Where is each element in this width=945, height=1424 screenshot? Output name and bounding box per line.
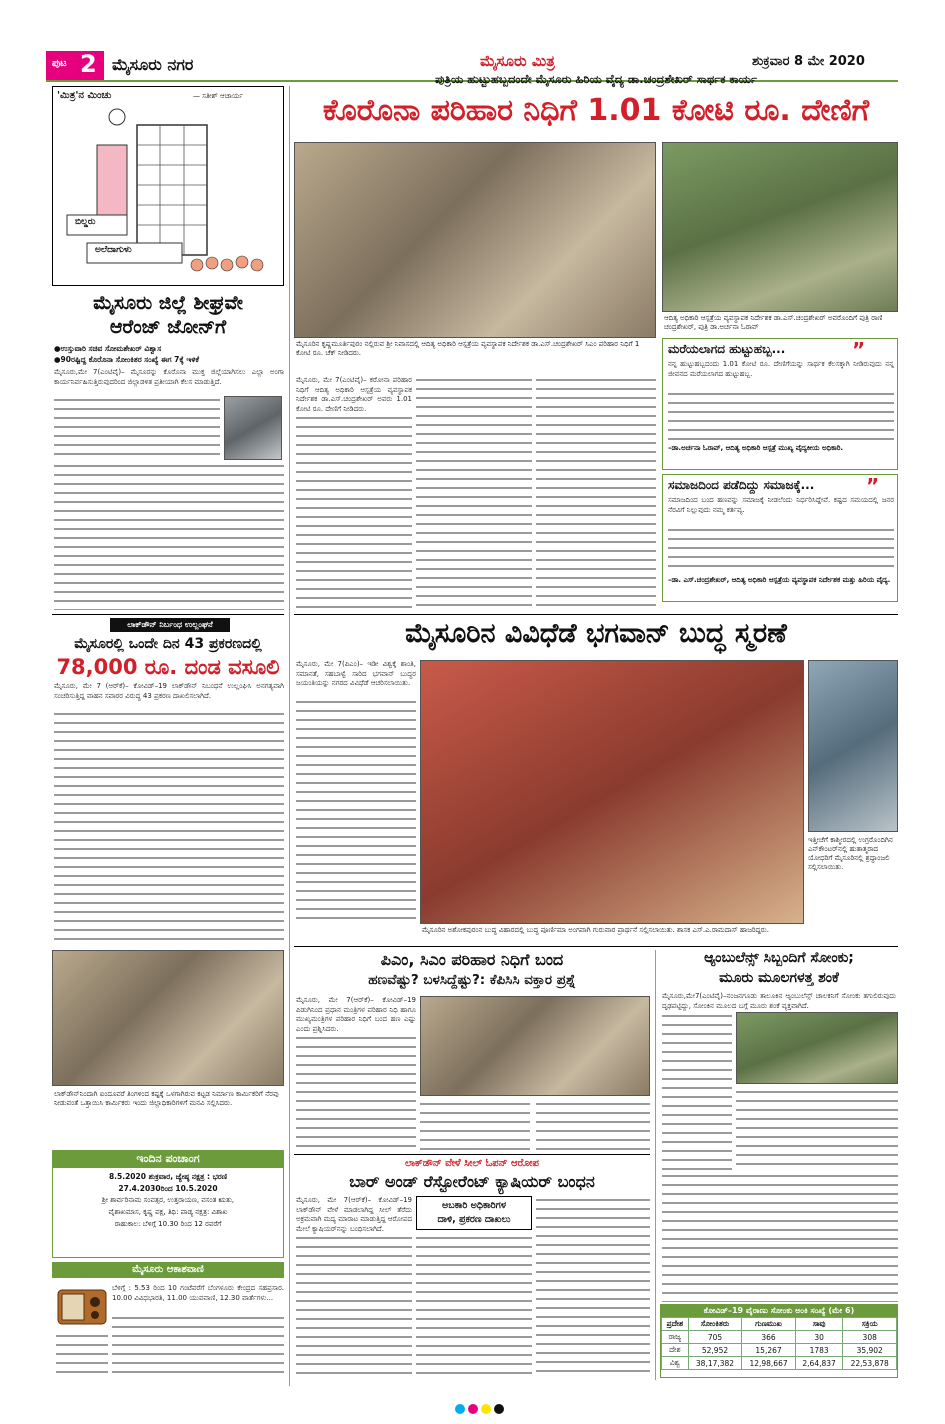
covid-cell: 705 — [688, 1331, 742, 1344]
buddha-photo-caption: ಮೈಸೂರಿನ ಅಶೋಕಪುರಂನ ಬುದ್ಧ ವಿಹಾರದಲ್ಲಿ ಬುದ್ಧ ಪೂರ್ಣಿಮಾ ಅಂಗವಾಗಿ ಗುರುವಾರ ಪ್ರಾರ್ಥನೆ ಸಲ್ಲಿಸಲಾಯಿತು. ಶಾಸಕ ಎಸ್.ಎ.ರಾಮದಾಸ್ ಹಾಜರಿದ್ದರು. — [422, 926, 769, 934]
buddha-side-caption: ಇತ್ತೀಚೆಗೆ ಕಾಶ್ಮೀರದಲ್ಲಿ ಉಗ್ರರೊಂದಿಗಿನ ಎನ್‌ಕೌಂಟರ್‌ನಲ್ಲಿ ಹುತಾತ್ಮರಾದ ಯೋಧರಿಗೆ ಮೈಸೂರಿನಲ್ಲಿ ಶ್ರದ್ಧಾಂಜಲಿ ಸಲ್ಲಿಸಲಾಯಿತು. — [808, 836, 893, 871]
covid-cell: ರಾಜ್ಯ — [662, 1331, 689, 1344]
main-photo-2 — [662, 142, 898, 312]
story1-bullet-1: ●ಉಸ್ತುವಾರಿ ಸಚಿವ ಸೋಮಶೇಖರ್ ವಿಶ್ವಾಸ — [54, 344, 162, 353]
pm-fund-body-col-1 — [296, 1034, 416, 1150]
registration-mark-yellow — [481, 1404, 491, 1414]
main-body-col-1 — [296, 414, 412, 612]
story1-lead: ಮೈಸೂರು,ಮೇ 7(ಎಂಟಿವೈ)– ಮೈಸೂರನ್ನು ಕೊರೊನಾ ಮುಕ್ತ ಜಿಲ್ಲೆಯಾಗಿಸಲು ಎಲ್ಲಾ ಅಂಗಾ ಕಾರ್ಯನಿರ್ವಹಿಸುತ್ತಿರುವುದರಿಂದ ಜಿಲ್ಲಾಡಳಿತ ಪ್ರತೀಯಾಗಿ ಕೆಲಸ ಮಾಡುತ್ತಿದೆ. — [54, 368, 284, 386]
covid-cell: 366 — [742, 1331, 796, 1344]
radio-title: ಮೈಸೂರು ಆಕಾಶವಾಣಿ — [132, 1264, 204, 1275]
cartoon-label-1: ಬಿಲ್ಡರು — [75, 217, 96, 227]
bar-body-col-3 — [536, 1196, 650, 1378]
table-row — [662, 1357, 897, 1370]
ambulance-headline-2: ಮೂರು ಮೂಲಗಳತ್ತ ಶಂಕೆ — [719, 970, 839, 986]
main-kicker: ಪುತ್ರಿಯ ಹುಟ್ಟುಹಬ್ಬದಂದೇ ಮೈಸೂರು ಹಿರಿಯ ವೈದ್ಯ ಡಾ.ಚಂದ್ರಶೇಖರ್ ಸಾರ್ಥಕ ಕಾರ್ಯ — [435, 72, 757, 86]
bar-body-col-2 — [416, 1234, 532, 1378]
ambulance-body-col-1 — [662, 1012, 732, 1172]
table-row — [662, 1331, 897, 1344]
main-lead: ಮೈಸೂರು, ಮೇ 7(ಎಂಟಿವೈ)– ಕರೋನಾ ಪರಿಹಾರ ನಿಧಿಗೆ ಆದಿತ್ಯ ಅಧಿಕಾರಿ ಆಸ್ಪತ್ರೆಯ ವ್ಯವಸ್ಥಾಪಕ ನಿರ್ದೇಶಕ ಡಾ.ಎಸ್.ಚಂದ್ರಶೇಖರ್ ಅವರು 1.01 ಕೋಟಿ ರೂ. ದೇಣಿಗೆ ನೀಡಿದರು. — [296, 376, 412, 413]
story1-headline-1: ಮೈಸೂರು ಜಿಲ್ಲೆ ಶೀಘ್ರವೇ — [93, 292, 243, 314]
ambulance-lead: ಮೈಸೂರು,ಮೇ7(ಎಂಟಿವೈ)–ನಂಜನಗೂಡು ತಾಲೂಕಿನ ಆ್ಯಂಬುಲೆನ್ಸ್ ಚಾಲಕನಿಗೆ ಸೋಂಕು ತಗುಲಿರುವುದು ದೃಢಪಟ್ಟಿದ್ದು, ಸೋಂಕಿನ ಮೂಲದ ಬಗ್ಗೆ ಮೂರು ಶಂಕೆ ವ್ಯಕ್ತವಾಗಿದೆ. — [662, 992, 896, 1010]
pm-fund-photo — [420, 996, 650, 1096]
protest-photo — [52, 950, 284, 1086]
main-photo-2-caption: ಆದಿತ್ಯ ಅಧಿಕಾರಿ ಆಸ್ಪತ್ರೆಯ ವ್ಯವಸ್ಥಾಪಕ ನಿರ್ದೇಶಕ ಡಾ.ಎಸ್.ಚಂದ್ರಶೇಖರ್ ಅವರೊಂದಿಗೆ ಪುತ್ರಿ ರಾಣಿ ಚಂದ್ರಶೇಖರ್, ಪುತ್ರಿ ಡಾ.ಅರ್ಚನಾ ಓರಾವ್ — [664, 314, 883, 331]
cartoon-label-2: ಅಲೆದಾಗುಳು — [95, 245, 132, 255]
covid-cell: 52,952 — [688, 1344, 742, 1357]
buddha-headline: ಮೈಸೂರಿನ ವಿವಿಧೆಡೆ ಭಗವಾನ್ ಬುದ್ಧ ಸ್ಮರಣೆ — [405, 618, 787, 649]
panchanga-line-4: ವೈಶಾಖಮಾಸ, ಕೃಷ್ಣ ಪಕ್ಷ, ತಿಥಿ: ಪಾಡ್ಯ ನಕ್ಷತ್ರ: ವಿಶಾಖ — [108, 1208, 228, 1216]
covid-table-title: ಕೋವಿಡ್–19 ವೈರಾಣು ಸೋಂಕು ಅಂಕಿ ಸಂಖ್ಯೆ (ಮೇ 6) — [661, 1305, 897, 1317]
covid-cell: 1783 — [795, 1344, 843, 1357]
service-box-text: ಸಮಾಜದಿಂದ ಬಂದ ಹಣವನ್ನು ಸಮಾಜಕ್ಕೆ ನೀಡಲೆಂದು ನಿರ್ಧರಿಸಿದ್ದೇವೆ. ಕಷ್ಟದ ಸಮಯದಲ್ಲಿ ಜನರ ನೆರವಿಗೆ ನಿಲ್ಲುವುದು ನಮ್ಮ ಕರ್ತವ್ಯ. — [668, 496, 894, 514]
buddha-lead: ಮೈಸೂರು, ಮೇ 7(ಪಿಎಂ)– ಇಡೀ ವಿಶ್ವಕ್ಕೆ ಶಾಂತಿ, ಸಮಾನತೆ, ಸಹಬಾಳ್ವೆ ಸಾರಿದ ಭಗವಾನ್ ಬುದ್ಧರ ಜಯಂತಿಯನ್ನು ನಗರದ ವಿವಿಧೆಡೆ ಆಚರಿಸಲಾಯಿತು. — [296, 660, 416, 687]
pm-fund-lead: ಮೈಸೂರು, ಮೇ 7(ಆರ್‌ಕೆ)– ಕೋವಿಡ್–19 ಪಿಡುಗಿನಿಂದ ಪ್ರಧಾನ ಮಂತ್ರಿಗಳ ಪರಿಹಾರ ನಿಧಿ ಹಾಗೂ ಮುಖ್ಯಮಂತ್ರಿಗಳ ಪರಿಹಾರ ನಿಧಿಗೆ ಬಂದ ಹಣ ಎಷ್ಟು ಎಂದು ಪ್ರಶ್ನಿಸಿದರು. — [296, 996, 416, 1033]
quote-box-author: –ಡಾ.ಅರ್ಚನಾ ಓರಾವ್, ಆದಿತ್ಯ ಅಧಿಕಾರಿ ಆಸ್ಪತ್ರೆ ಮುಖ್ಯ ವೈದ್ಯಕೀಯ ಅಧಿಕಾರಿ. — [668, 444, 844, 452]
registration-mark-cyan — [455, 1404, 465, 1414]
main-headline: ಕೊರೊನಾ ಪರಿಹಾರ ನಿಧಿಗೆ 1.01 ಕೋಟಿ ರೂ. ದೇಣಿಗೆ — [322, 93, 870, 128]
covid-header-recovered: ಗುಣಮುಖ — [742, 1318, 796, 1331]
radio-icon — [56, 1284, 108, 1328]
radio-body-2 — [56, 1332, 108, 1378]
panchanga-title: ಇಂದಿನ ಪಂಚಾಂಗ — [136, 1152, 200, 1165]
ambulance-body-2 — [662, 1172, 898, 1302]
cartoon-artist: — ಸತೀಶ್ ಆಚಾರ್ಯ — [193, 92, 243, 100]
covid-header-infected: ಸೋಂಕಿತರು — [688, 1318, 742, 1331]
protest-caption: ಲಾಕ್‌ಡೌನ್‌ನಿಂದಾಗಿ ಐಂದೂವರೆ ತಿಂಗಳಿಂದ ಕಷ್ಟಕ್ಕೆ ಒಳಗಾಗಿರುವ ಕಟ್ಟಡ ನಿರ್ಮಾಣ ಕಾರ್ಮಿಕರಿಗೆ ನೆರವು ನೀಡುವಂತೆ ಒತ್ತಾಯಿಸಿ ಕಾರ್ಮಿಕರು ಇಂದು ಜಿಲ್ಲಾಧಿಕಾರಿಗಳಿಗೆ ಮನವಿ ಸಲ್ಲಿಸಿದರು. — [54, 1090, 279, 1107]
cartoon-title: 'ಮಿತ್ರ'ನ ಮಿಂಚು — [57, 90, 112, 101]
covid-header-deaths: ಸಾವು — [795, 1318, 843, 1331]
story1-body — [54, 396, 220, 462]
pm-fund-headline-2: ಹಣವೆಷ್ಟು? ಬಳಸಿದ್ದೆಷ್ಟು?: ಕೆಪಿಸಿಸಿ ವಕ್ತಾರ ಪ್ರಶ್ನೆ — [368, 972, 576, 988]
bar-body-col-1 — [296, 1234, 412, 1378]
story2-kicker: ಲಾಕ್‌ಡೌನ್ ನಿರ್ಬಂಧ ಉಲ್ಲಂಘನೆ — [127, 620, 213, 629]
panchanga-line-2: 27.4.2030ರಿಂದ 10.5.2020 — [118, 1184, 218, 1193]
covid-cell: ದೇಶ — [662, 1344, 689, 1357]
lower-right-divider — [655, 950, 656, 1380]
left-column-divider — [289, 86, 290, 1386]
covid-cell: 308 — [843, 1331, 897, 1344]
service-quote-icon: ” — [866, 474, 880, 498]
story1-body-2 — [54, 462, 284, 610]
covid-table-header-row — [662, 1318, 897, 1331]
panchanga-line-1: 8.5.2020 ಶುಕ್ರವಾರ, ಜ್ಯೇಷ್ಠ ನಕ್ಷತ್ರ : ಭರಣಿ — [108, 1172, 228, 1181]
ambulance-body-col-2 — [736, 1088, 898, 1172]
pm-fund-body-col-3 — [536, 1100, 650, 1150]
ambulance-photo — [736, 1012, 898, 1084]
covid-table-box — [660, 1304, 898, 1378]
registration-mark-black — [494, 1404, 504, 1414]
quote-box-title: ಮರೆಯಲಾಗದ ಹುಟ್ಟುಹಬ್ಬ... — [668, 342, 786, 356]
cartoon-drawing — [57, 105, 279, 283]
quote-box-body — [668, 390, 894, 442]
bar-subhead-1: ಅಬಕಾರಿ ಅಧಿಕಾರಿಗಳ — [442, 1200, 506, 1211]
pm-fund-headline-1: ಪಿಎಂ, ಸಿಎಂ ಪರಿಹಾರ ನಿಧಿಗೆ ಬಂದ — [380, 950, 564, 969]
story1-photo — [224, 396, 282, 460]
main-photo-1-caption: ಮೈಸೂರಿನ ಕೃಷ್ಣಮೂರ್ತಿಪುರಂ ನಲ್ಲಿರುವ ಶ್ರೀ ನಿವಾಸದಲ್ಲಿ ಆದಿತ್ಯ ಅಧಿಕಾರಿ ಆಸ್ಪತ್ರೆಯ ವ್ಯವಸ್ಥಾಪಕ ನಿರ್ದೇಶಕ ಡಾ.ಎಸ್.ಚಂದ್ರಶೇಖರ್ ಸಿಎಂ ಪರಿಹಾರ ನಿಧಿಗೆ 1 ಕೋಟಿ ರೂ. ಚೆಕ್ ನೀಡಿದರು. — [296, 340, 640, 357]
bar-headline: ಬಾರ್ ಅಂಡ್ ರೆಸ್ಟೋರೆಂಟ್ ಕ್ಯಾಷಿಯರ್ ಬಂಧನ — [349, 1172, 595, 1191]
service-box-body — [668, 526, 894, 574]
page-label: ಪುಟ — [52, 58, 67, 69]
panchanga-line-5: ರಾಹುಕಾಲ: ಬೆಳಿಗ್ಗೆ 10.30 ರಿಂದ 12 ರವರೆಗೆ — [114, 1220, 222, 1228]
page-number: 2 — [80, 50, 97, 78]
covid-cell: 35,902 — [843, 1344, 897, 1357]
bar-rule — [294, 1154, 650, 1155]
story2-rule — [52, 614, 284, 615]
lower-rule — [294, 946, 898, 947]
quote-box-text: ನನ್ನ ಹುಟ್ಟುಹಬ್ಬದಂದು 1.01 ಕೋಟಿ ರೂ. ದೇಣಿಗೆಯನ್ನು ಸಾರ್ಥಕ ಕೆಲಸಕ್ಕಾಗಿ ನೀಡಿರುವುದು ನನ್ನ ಜೀವನದ ಮರೆಯಲಾಗದ ಹುಟ್ಟುಹಬ್ಬ. — [668, 360, 894, 378]
service-box-title: ಸಮಾಜದಿಂದ ಪಡೆದಿದ್ದು ಸಮಾಜಕ್ಕೆ... — [668, 478, 815, 492]
buddha-photo — [420, 660, 804, 924]
buddha-side-photo — [808, 660, 898, 832]
covid-cell: 38,17,382 — [688, 1357, 742, 1370]
service-box-author: –ಡಾ. ಎಸ್.ಚಂದ್ರಶೇಖರ್, ಆದಿತ್ಯ ಅಧಿಕಾರಿ ಆಸ್ಪತ್ರೆಯ ವ್ಯವಸ್ಥಾಪಕ ನಿರ್ದೇಶಕ ಮತ್ತು ಹಿರಿಯ ವೈದ್ಯ. — [668, 576, 891, 584]
covid-cell: 12,98,667 — [742, 1357, 796, 1370]
bar-lead: ಮೈಸೂರು, ಮೇ 7(ಆರ್‌ಕೆ)– ಕೋವಿಡ್–19 ಲಾಕ್‌ಡೌನ್ ವೇಳೆ ಮಾಡಲಾಗಿದ್ದ ಸೀಲ್ ತೆರೆದು ಅಕ್ರಮವಾಗಿ ಮದ್ಯ ಮಾರಾಟ ಮಾಡುತ್ತಿದ್ದ ಆರೋಪದ ಮೇಲೆ ಕ್ಯಾಷಿಯರ್‌ನನ್ನು ಬಂಧಿಸಲಾಗಿದೆ. — [296, 1196, 412, 1233]
registration-mark-magenta — [468, 1404, 478, 1414]
cartoon-box — [52, 86, 284, 286]
covid-cell: 22,53,878 — [843, 1357, 897, 1370]
covid-table — [661, 1317, 897, 1370]
covid-cell: 30 — [795, 1331, 843, 1344]
bar-kicker: ಲಾಕ್‌ಡೌನ್ ವೇಳೆ ಸೀಲ್ ಓಪನ್ ಆರೋಪ — [405, 1158, 539, 1169]
covid-header-region: ಪ್ರದೇಶ — [662, 1318, 689, 1331]
quote-mark-icon: ” — [852, 338, 866, 362]
buddha-body-col-1 — [296, 698, 416, 920]
table-row — [662, 1344, 897, 1357]
covid-cell: ವಿಶ್ವ — [662, 1357, 689, 1370]
story2-headline-2: 78,000 ರೂ. ದಂಡ ವಸೂಲಿ — [56, 655, 280, 679]
main-body-col-2 — [416, 376, 532, 612]
story1-bullet-2: ●90ರಷ್ಟಿದ್ದ ಕೊರೊನಾ ಸೋಂಕಿತರ ಸಂಖ್ಯೆ ಈಗ 7ಕ್ಕೆ ಇಳಿಕೆ — [54, 355, 200, 364]
radio-body — [112, 1314, 284, 1378]
date: ಶುಕ್ರವಾರ 8 ಮೇ 2020 — [752, 54, 865, 69]
story2-lead: ಮೈಸೂರು, ಮೇ 7 (ಆರ್‌ಕೆ)– ಕೋವಿಡ್–19 ಲಾಕ್‌ಡೌನ್ ನಿಬಂಧನೆ ಉಲ್ಲಂಘಿಸಿ ಅನಗತ್ಯವಾಗಿ ಸಂಚರಿಸುತ್ತಿದ್ದ ವಾಹನ ಸವಾರರ ವಿರುದ್ಧ 43 ಪ್ರಕರಣ ದಾಖಲಿಸಲಾಗಿದೆ. — [54, 682, 284, 700]
buddha-rule-top — [294, 614, 898, 615]
story2-body — [54, 710, 284, 940]
paper-name: ಮೈಸೂರು ಮಿತ್ರ — [480, 52, 555, 70]
main-photo-1 — [294, 142, 656, 338]
section-title: ಮೈಸೂರು ನಗರ — [112, 55, 194, 74]
covid-cell: 15,267 — [742, 1344, 796, 1357]
story1-headline-2: ಆರೆಂಜ್ ಜೋನ್‌ಗೆ — [109, 316, 227, 338]
ambulance-headline-1: ಆ್ಯಂಬುಲೆನ್ಸ್ ಸಿಬ್ಬಂದಿಗೆ ಸೋಂಕು; — [704, 950, 854, 966]
story2-headline-1: ಮೈಸೂರಲ್ಲಿ ಒಂದೇ ದಿನ 43 ಪ್ರಕರಣದಲ್ಲಿ — [74, 636, 262, 652]
panchanga-line-3: ಶ್ರೀ ಶಾರ್ವರಿನಾಮ ಸಂವತ್ಸರ, ಉತ್ತರಾಯಣ, ವಸಂತ ಋತು, — [101, 1196, 235, 1204]
covid-header-active: ಸಕ್ರಿಯ — [843, 1318, 897, 1331]
covid-cell: 2,64,837 — [795, 1357, 843, 1370]
radio-text: ಬೆಳಿಗ್ಗೆ : 5.53 ರಿಂದ 10 ಗಂಟೆವರೆಗೆ ಬೆಂಗಳೂರು ಕೇಂದ್ರದ ಸಹಪ್ರಸಾರ. 10.00 ವಿವಿಧಭಾರತಿ, 11.00 ಯುವವಾಣಿ, 12.30 ವಾರ್ತೆಗಳು... — [112, 1284, 284, 1302]
bar-subhead-2: ದಾಳಿ, ಪ್ರಕರಣ ದಾಖಲು — [437, 1214, 511, 1225]
main-body-col-3 — [536, 376, 656, 612]
pm-fund-body-col-2 — [420, 1100, 530, 1150]
